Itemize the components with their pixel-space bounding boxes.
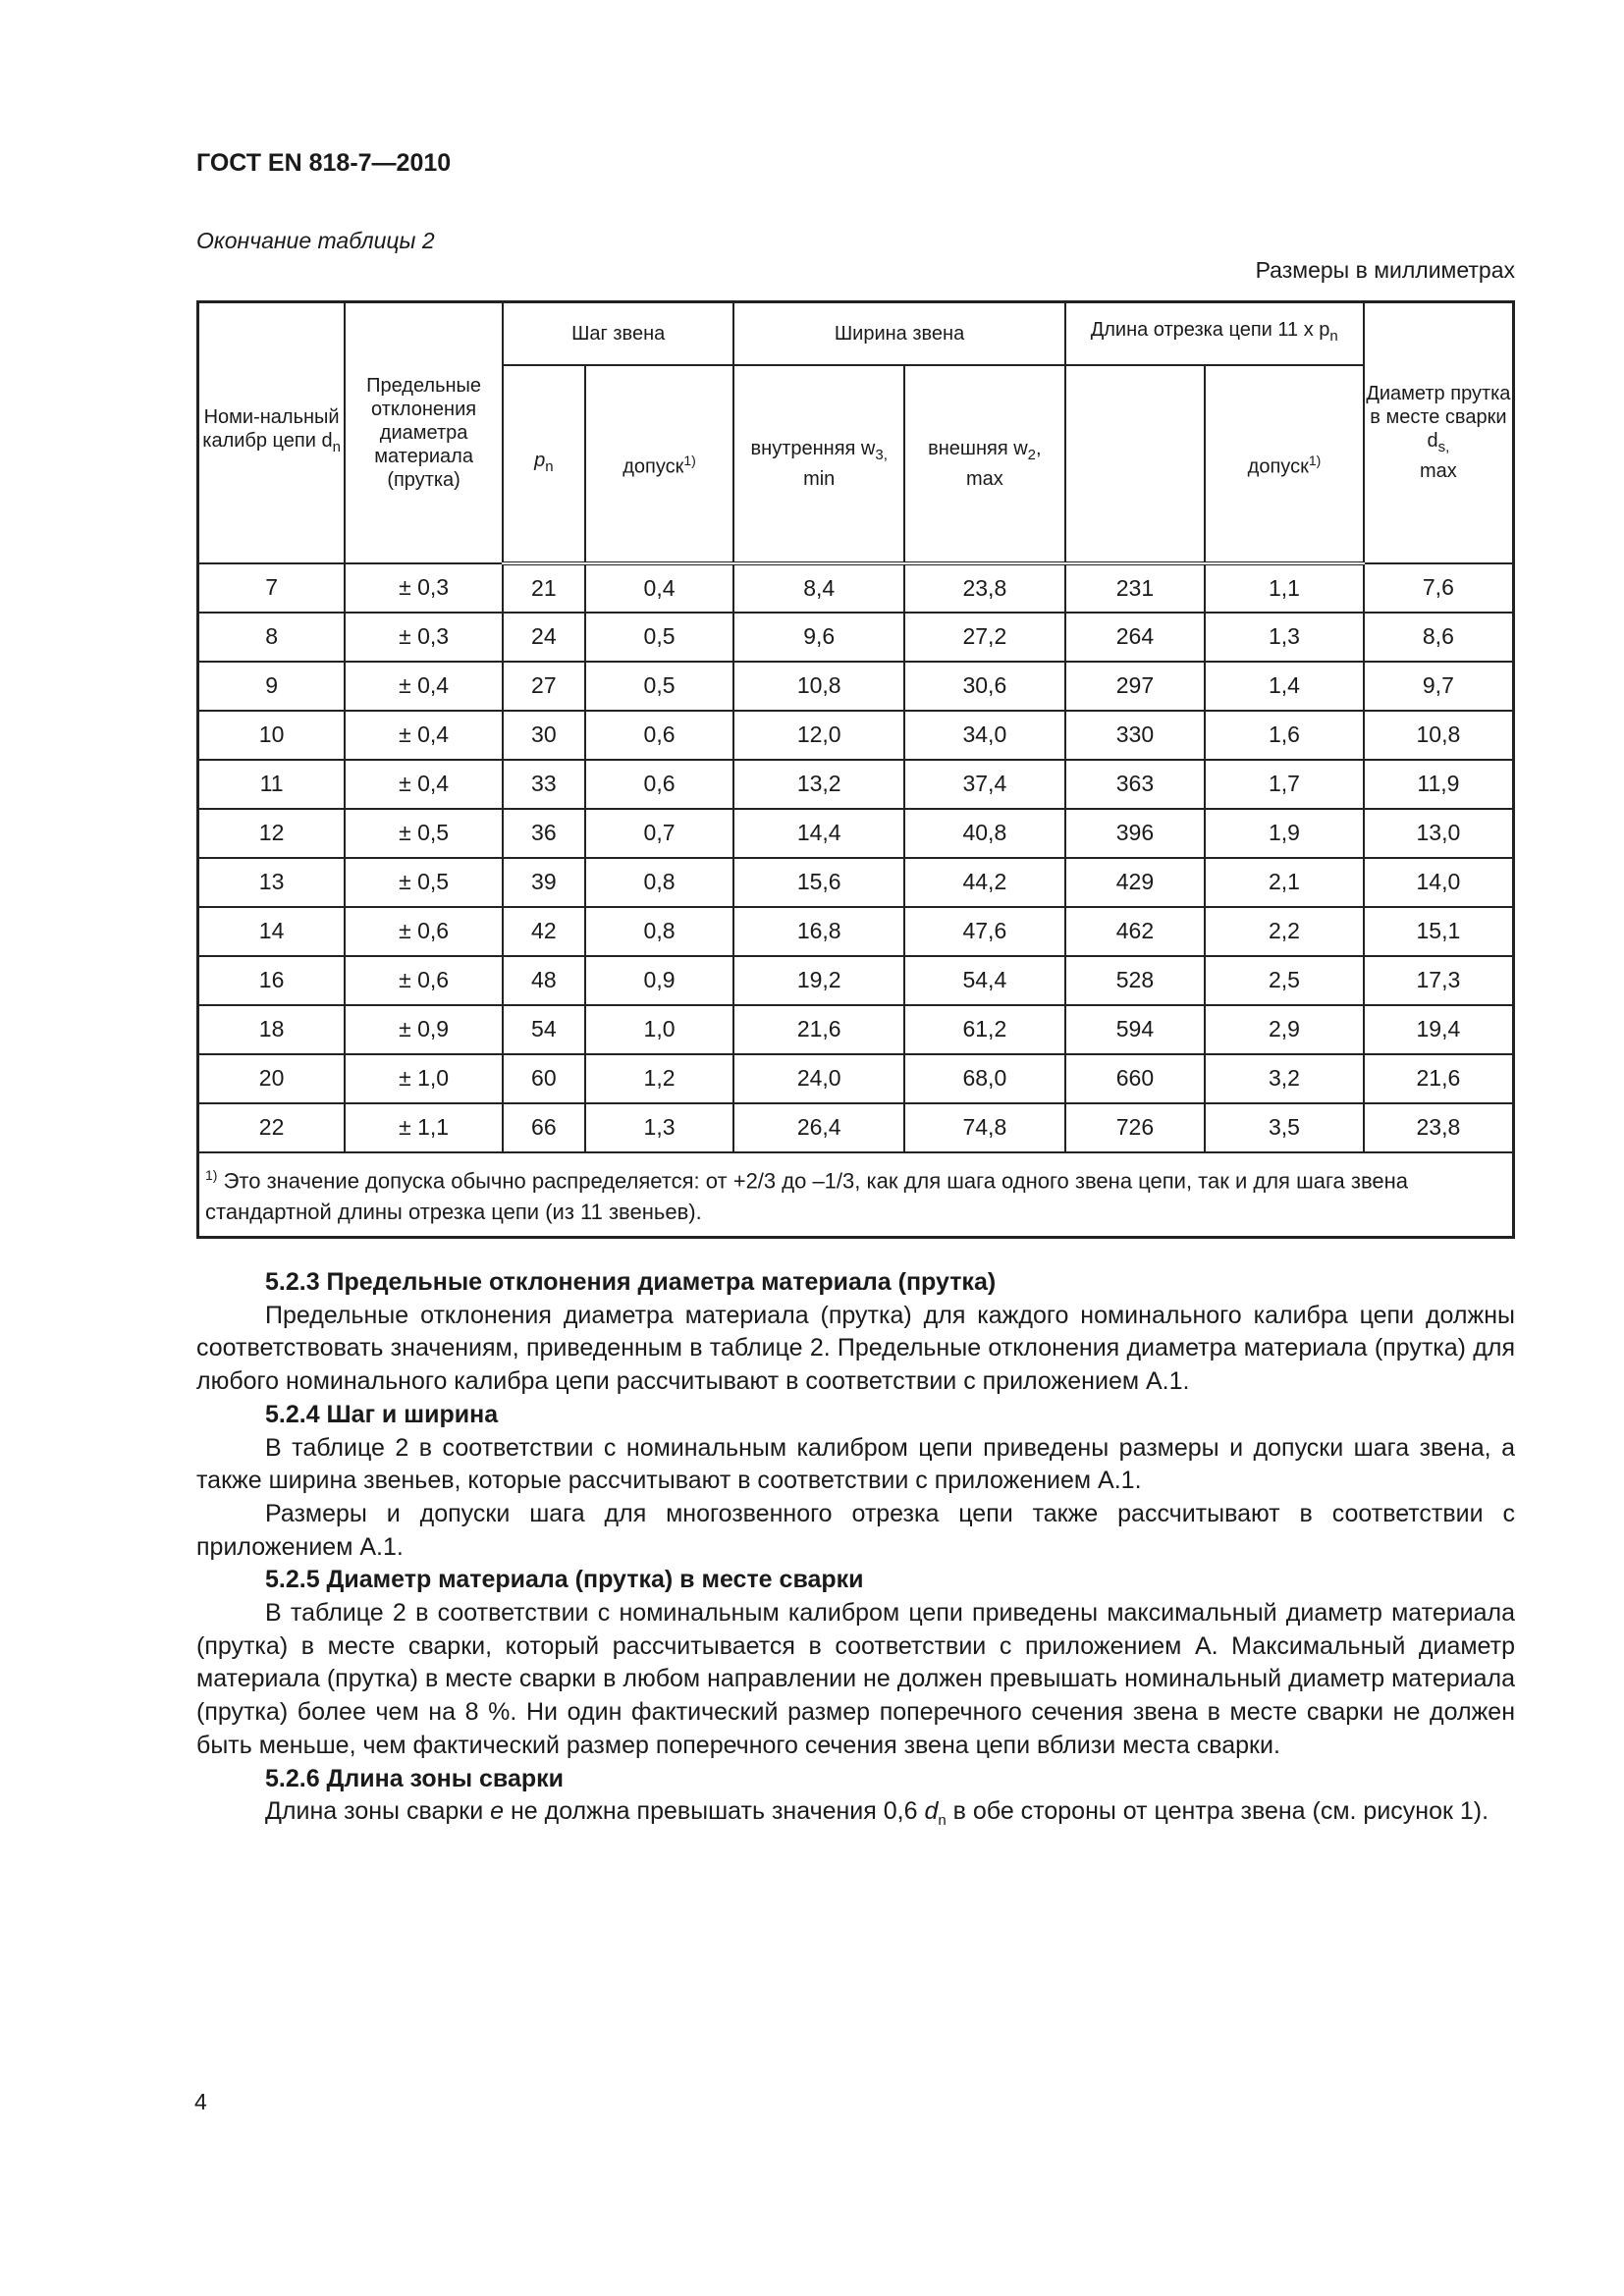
table-cell: 0,5 <box>585 662 734 711</box>
table-cell: 10 <box>198 711 346 760</box>
table-cell: 10,8 <box>733 662 904 711</box>
table-cell: 19,2 <box>733 956 904 1005</box>
table-cell: 11,9 <box>1364 760 1514 809</box>
table-cell: 3,2 <box>1205 1054 1364 1103</box>
table-row <box>198 711 1514 760</box>
col-outer-width: внешняя $w_2$, max <box>904 365 1065 563</box>
section-heading: 5.2.5 Диаметр материала (прутка) в месте сварки <box>265 1566 864 1594</box>
table-cell: ± 0,4 <box>345 760 503 809</box>
table-cell: 0,4 <box>585 563 734 613</box>
col-pitch-tolerance: допуск$^{1)}$ <box>585 365 734 563</box>
table-cell: 30 <box>503 711 585 760</box>
table-cell: 15,6 <box>733 858 904 907</box>
table-row <box>198 956 1514 1005</box>
paragraph: Длина зоны сварки e не должна превышать значения 0,6 $d_n$ в обе стороны от центра звена (см. рисунок 1). <box>265 1797 1489 1830</box>
table-cell: 74,8 <box>904 1103 1065 1152</box>
table-cell: 21,6 <box>1364 1054 1514 1103</box>
table-row <box>198 1054 1514 1103</box>
table-cell: 7,6 <box>1364 563 1514 613</box>
table-cell: 47,6 <box>904 907 1065 956</box>
table-cell: 27 <box>503 662 585 711</box>
table-cell: 1,0 <box>585 1005 734 1054</box>
table-cell: 48 <box>503 956 585 1005</box>
table-cell: ± 0,5 <box>345 858 503 907</box>
table-cell: 44,2 <box>904 858 1065 907</box>
table-cell: 528 <box>1065 956 1206 1005</box>
table-cell: 66 <box>503 1103 585 1152</box>
table-cell: ± 1,0 <box>345 1054 503 1103</box>
table-cell: 363 <box>1065 760 1206 809</box>
table-cell: ± 1,1 <box>345 1103 503 1152</box>
table-cell: 17,3 <box>1364 956 1514 1005</box>
table-cell: 26,4 <box>733 1103 904 1152</box>
table-row <box>198 1005 1514 1054</box>
table-cell: 10,8 <box>1364 711 1514 760</box>
table-cell: 11 <box>198 760 346 809</box>
table-footnote: $^{1)}$ Это значение допуска обычно распределяется: от +2/3 до –1/3, как для шага одного звена цепи, так и для шага звена стандартной длины отрезка цепи (из 11 звеньев). <box>198 1152 1514 1238</box>
table-row <box>198 563 1514 613</box>
table-cell: 0,6 <box>585 760 734 809</box>
table-cell: 13,2 <box>733 760 904 809</box>
table-cell: 297 <box>1065 662 1206 711</box>
table-cell: 15,1 <box>1364 907 1514 956</box>
table-cell: 13,0 <box>1364 809 1514 858</box>
table-cell: 0,9 <box>585 956 734 1005</box>
paragraph: В таблице 2 в соответствии с номинальным калибром цепи приведены максимальный диаметр материала (прутка) в месте сварки, который рассчитывается в соответствии с приложением А. Максимальный диаметр материала (прутка) в месте сварки в любом направлении не должен превышать номинальный диаметр материала (прутка) более чем на 8 %. Ни один фактический размер поперечного сечения звена в месте сварки не должен быть меньше, чем фактический размер поперечного сечения звена цепи вблизи места сварки. <box>196 1599 1515 1759</box>
table-cell: ± 0,3 <box>345 563 503 613</box>
paragraph: В таблице 2 в соответствии с номинальным калибром цепи приведены размеры и допуски шага звена, а также ширина звеньев, которые рассчитывают в соответствии с приложением А.1. <box>196 1433 1515 1495</box>
table-cell: 21 <box>503 563 585 613</box>
table-cell: 40,8 <box>904 809 1065 858</box>
col-weld-diameter: Диаметр прутка в месте сварки $d_{s,}$ max <box>1364 302 1514 563</box>
table-cell: 0,8 <box>585 858 734 907</box>
page-number: 4 <box>194 2089 207 2114</box>
table-cell: ± 0,4 <box>345 711 503 760</box>
table-cell: 68,0 <box>904 1054 1065 1103</box>
table-cell: 30,6 <box>904 662 1065 711</box>
table-cell: 23,8 <box>904 563 1065 613</box>
col-pn: $p_n$ <box>503 365 585 563</box>
table-cell: 9,7 <box>1364 662 1514 711</box>
table-cell: 2,2 <box>1205 907 1364 956</box>
table-cell: 594 <box>1065 1005 1206 1054</box>
table-cell: 3,5 <box>1205 1103 1364 1152</box>
col-deviation: Предельные отклонения диаметра материала (прутка) <box>345 302 503 563</box>
table-cell: 14,0 <box>1364 858 1514 907</box>
table-cell: 2,1 <box>1205 858 1364 907</box>
col-width-group: Ширина звена <box>733 302 1064 365</box>
table-row <box>198 809 1514 858</box>
body-text <box>196 1266 1515 1838</box>
table-cell: 330 <box>1065 711 1206 760</box>
table-cell: 1,7 <box>1205 760 1364 809</box>
table-cell: 60 <box>503 1054 585 1103</box>
table-row <box>198 760 1514 809</box>
table-cell: 8 <box>198 613 346 662</box>
table-cell: 39 <box>503 858 585 907</box>
table-cell: 14 <box>198 907 346 956</box>
table-cell: 1,4 <box>1205 662 1364 711</box>
table-cell: 33 <box>503 760 585 809</box>
table-cell: 9 <box>198 662 346 711</box>
table-cell: 264 <box>1065 613 1206 662</box>
table-cell: ± 0,9 <box>345 1005 503 1054</box>
table-cell: 1,2 <box>585 1054 734 1103</box>
table-cell: 18 <box>198 1005 346 1054</box>
table-cell: 54,4 <box>904 956 1065 1005</box>
table-cell: 8,6 <box>1364 613 1514 662</box>
table-row <box>198 662 1514 711</box>
table-cell: 24 <box>503 613 585 662</box>
table-cell: 54 <box>503 1005 585 1054</box>
units-note: Размеры в миллиметрах <box>1255 257 1515 283</box>
table-cell: 1,3 <box>585 1103 734 1152</box>
table-cell: 42 <box>503 907 585 956</box>
col-length-tolerance: допуск$^{1)}$ <box>1205 365 1364 563</box>
table-cell: ± 0,5 <box>345 809 503 858</box>
table-cell: 20 <box>198 1054 346 1103</box>
table-cell: 24,0 <box>733 1054 904 1103</box>
col-nominal: Номи-нальный калибр цепи $d_n$ <box>198 302 346 563</box>
table-row <box>198 858 1514 907</box>
table-cell: 660 <box>1065 1054 1206 1103</box>
col-length-group: Длина отрезка цепи 11 x $p_n$ <box>1065 302 1364 365</box>
table-cell: 19,4 <box>1364 1005 1514 1054</box>
document-header: ГОСТ EN 818-7—2010 <box>196 149 452 177</box>
table-cell: 2,9 <box>1205 1005 1364 1054</box>
table-cell: 0,8 <box>585 907 734 956</box>
table-cell: 12,0 <box>733 711 904 760</box>
table-cell: 12 <box>198 809 346 858</box>
table-cell: 7 <box>198 563 346 613</box>
table-cell: 462 <box>1065 907 1206 956</box>
table-cell: 8,4 <box>733 563 904 613</box>
table-cell: 16 <box>198 956 346 1005</box>
section-heading: 5.2.3 Предельные отклонения диаметра материала (прутка) <box>265 1268 997 1296</box>
table-cell: 22 <box>198 1103 346 1152</box>
col-length <box>1065 365 1206 563</box>
table-cell: 36 <box>503 809 585 858</box>
table-cell: 1,3 <box>1205 613 1364 662</box>
table-cell: 396 <box>1065 809 1206 858</box>
table-cell: 16,8 <box>733 907 904 956</box>
table-row <box>198 613 1514 662</box>
table-cell: 0,7 <box>585 809 734 858</box>
col-pitch-group: Шаг звена <box>503 302 733 365</box>
table-cell: 1,6 <box>1205 711 1364 760</box>
table-cell: 1,9 <box>1205 809 1364 858</box>
table-cell: 13 <box>198 858 346 907</box>
table-cell: ± 0,6 <box>345 907 503 956</box>
chain-dimensions-table <box>196 300 1515 1239</box>
table-cell: ± 0,4 <box>345 662 503 711</box>
table-cell: 34,0 <box>904 711 1065 760</box>
table-cell: 23,8 <box>1364 1103 1514 1152</box>
paragraph: Предельные отклонения диаметра материала (прутка) для каждого номинального калибра цепи должны соответствовать значениям, приведенным в таблице 2. Предельные отклонения диаметра материала (прутка) для любого номинального калибра цепи рассчитывают в соответствии с приложением А.1. <box>196 1301 1515 1396</box>
table-continuation-caption: Окончание таблицы 2 <box>196 228 435 253</box>
table-cell: 231 <box>1065 563 1206 613</box>
paragraph: Размеры и допуски шага для многозвенного отрезка цепи также рассчитывают в соответствии с приложением А.1. <box>196 1499 1515 1561</box>
table-row <box>198 1103 1514 1152</box>
col-inner-width: внутренняя $w_{3,}$ min <box>733 365 904 563</box>
table-cell: 726 <box>1065 1103 1206 1152</box>
table-cell: 2,5 <box>1205 956 1364 1005</box>
table-cell: ± 0,3 <box>345 613 503 662</box>
section-heading: 5.2.4 Шаг и ширина <box>265 1400 499 1428</box>
table-cell: 0,6 <box>585 711 734 760</box>
table-cell: 14,4 <box>733 809 904 858</box>
table-row <box>198 907 1514 956</box>
table-cell: 61,2 <box>904 1005 1065 1054</box>
section-heading: 5.2.6 Длина зоны сварки <box>265 1764 565 1792</box>
table-cell: 37,4 <box>904 760 1065 809</box>
table-cell: 1,1 <box>1205 563 1364 613</box>
table-cell: 27,2 <box>904 613 1065 662</box>
table-cell: 0,5 <box>585 613 734 662</box>
table-cell: 21,6 <box>733 1005 904 1054</box>
table-cell: 429 <box>1065 858 1206 907</box>
table-cell: ± 0,6 <box>345 956 503 1005</box>
table-cell: 9,6 <box>733 613 904 662</box>
